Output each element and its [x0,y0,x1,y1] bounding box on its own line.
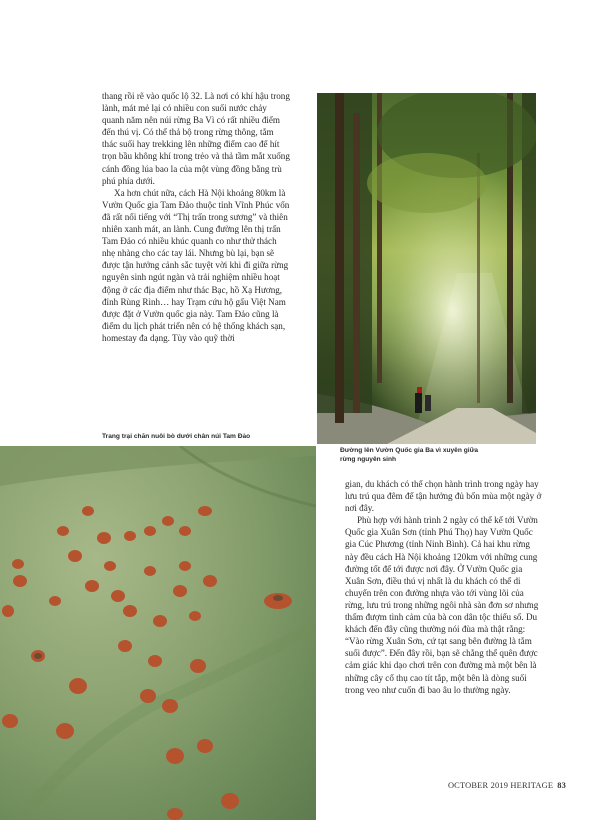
paragraph: thang rồi rẽ vào quốc lộ 32. Là nơi có khí hậu trong lành, mát mẻ lại có nhiều con suối nước chảy quanh năm nên núi rừng Ba Vì có rất nhiều điểm đến thú vị. Có thể thả bộ trong rừng thông, tắm thác suối hay trekking lên những điểm cao để hít trọn bầu không khí trong trẻo và thả tầm mắt xuống cánh đồng lúa bao la của một vùng đồng bằng trù phú phía dưới. [102,91,290,186]
page-number: 83 [557,781,566,790]
paragraph: gian, du khách có thể chọn hành trình trong ngày hay lưu trú qua đêm để tận hưởng đủ bốn mùa một ngày ở nơi đây. [345,479,542,514]
issue-label: OCTOBER 2019 HERITAGE [447,781,554,790]
forest-road-photo [317,93,536,444]
cattle-herd-photo [0,446,316,820]
paragraph: Xa hơn chút nữa, cách Hà Nội khoảng 80km là Vườn Quốc gia Tam Đảo thuộc tỉnh Vĩnh Phúc vốn đã rất nổi tiếng với “Thị trấn trong sương” và thiên nhiên xanh mát, an lành. Cung đường lên thị trấn Tam Đảo có nhiều khúc quanh co như thử thách nhẹ nhàng cho các tay lái. Nhưng bù lại, bạn sẽ được tận hưởng cảnh sắc tuyệt vời khi đi giữa rừng nguyên sinh ngút ngàn và trải nghiệm nhiều hoạt động ở các địa điểm như thác Bạc, hồ Xạ Hương, đỉnh Rùng Rình… hay Trạm cứu hộ gấu Việt Nam được đặt ở Vườn quốc gia này. Tam Đảo cũng là điểm du lịch phát triển nên có hệ thống khách sạn, homestay đa dạng. Tùy vào quỹ thời [102,187,290,343]
forest-photo-caption: Đường lên Vườn Quốc gia Ba vì xuyên giữa rừng nguyên sinh [340,447,479,463]
paragraph: Phù hợp với hành trình 2 ngày có thể kể tới Vườn Quốc gia Xuân Sơn (tỉnh Phú Thọ) hay Vườn Quốc gia Cúc Phương (tỉnh Ninh Bình). Cả hai khu rừng này đều cách Hà Nội khoảng 120km với những cung đường tốt để tới được nơi đây. Ở Vườn Quốc gia Xuân Sơn, điều thú vị nhất là du khách có thể di chuyển trên con đường nhựa vào tới vùng lõi của rừng, lưu trú trong những ngôi nhà sàn đơn sơ nhưng thấm đượm tình cảm của bà con dân tộc thiểu số. Du khách đến đây cũng thường nói đùa mà thật rằng: “Vào rừng Xuân Sơn, cứ tạt sang bên đường là tắm suối được”. Đến đây rồi, bạn sẽ chẳng thể quên được cảm giác khi dạo chơi trên con đường mà một bên là những cây cổ thụ cao tít tắp, một bên là dòng suối trong veo như cuốn đi bao âu lo thường ngày. [345,515,539,695]
article-column-bottom [345,478,542,696]
cattle-photo-caption: Trang trại chăn nuôi bò dưới chân núi Tam Đảo [102,433,251,440]
page-footer [448,781,566,790]
article-column-top [102,90,290,344]
